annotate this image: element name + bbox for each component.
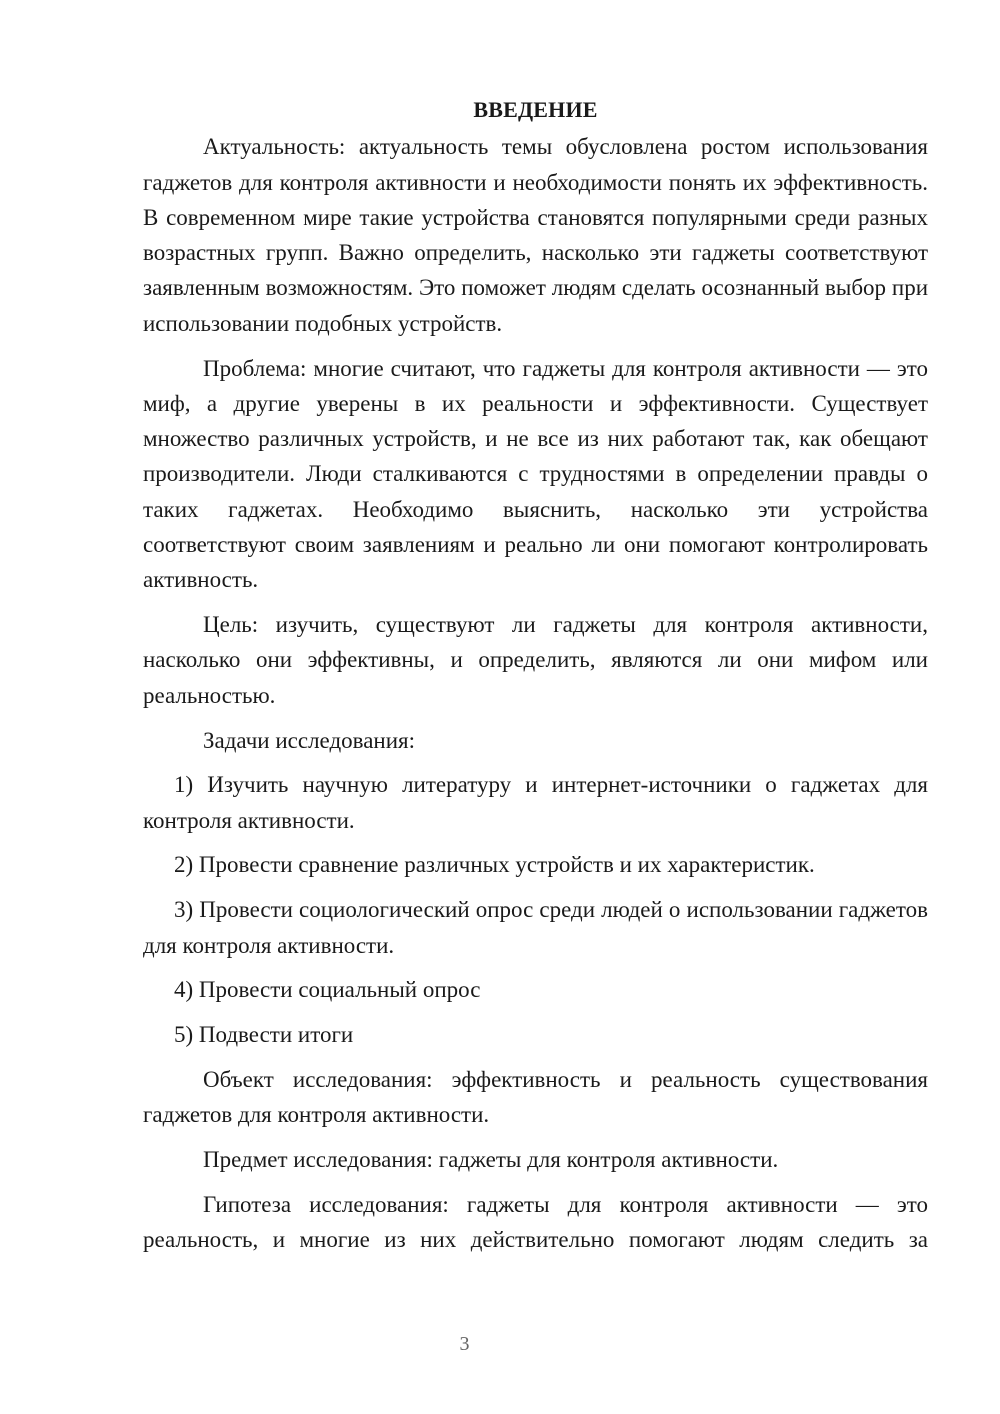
subject-paragraph: Предмет исследования: гаджеты для контроля активности. [203, 1147, 779, 1173]
section-title: ВВЕДЕНИЕ [473, 97, 598, 122]
hypothesis-paragraph: Гипотеза исследования: гаджеты для контроля активности — это реальность, и многие из них действительно помогают людям следить за [143, 1191, 928, 1253]
task-item-1: 1) Изучить научную литературу и интернет-источники о гаджетах для контроля активности. [143, 772, 928, 833]
problem-paragraph: Проблема: многие считают, что гаджеты для контроля активности — это миф, а другие уверены в их реальности и эффективности. Существует множество различных устройств, и не все из них работают так, как обещают производители. Люди сталкиваются с трудностями в определении правды о таких гаджетах. Необходимо выяснить, насколько эти устройства соответствуют своим заявлениям и реально ли они помогают контролировать активность. [143, 355, 928, 593]
task-item-3: 3) Провести социологический опрос среди людей о использовании гаджетов для контроля активности. [143, 897, 928, 958]
object-paragraph: Объект исследования: эффективность и реальность существования гаджетов для контроля активности. [143, 1066, 928, 1128]
page-content [143, 92, 928, 1267]
task-item-2: 2) Провести сравнение различных устройств и их характеристик. [174, 852, 815, 878]
task-item-5: 5) Подвести итоги [174, 1022, 354, 1048]
relevance-paragraph: Актуальность: актуальность темы обусловлена ростом использования гаджетов для контроля активности и необходимости понять их эффективность. В современном мире такие устройства становятся популярными среди разных возрастных групп. Важно определить, насколько эти гаджеты соответствуют заявленным возможностям. Это поможет людям сделать осознанный выбор при использовании подобных устройств. [143, 134, 928, 336]
tasks-heading: Задачи исследования: [203, 727, 416, 753]
page-number: 3 [459, 1333, 470, 1355]
task-item-4: 4) Провести социальный опрос [174, 977, 481, 1003]
goal-paragraph: Цель: изучить, существуют ли гаджеты для контроля активности, насколько они эффективны, и определить, являются ли они мифом или реальностью. [143, 612, 928, 708]
